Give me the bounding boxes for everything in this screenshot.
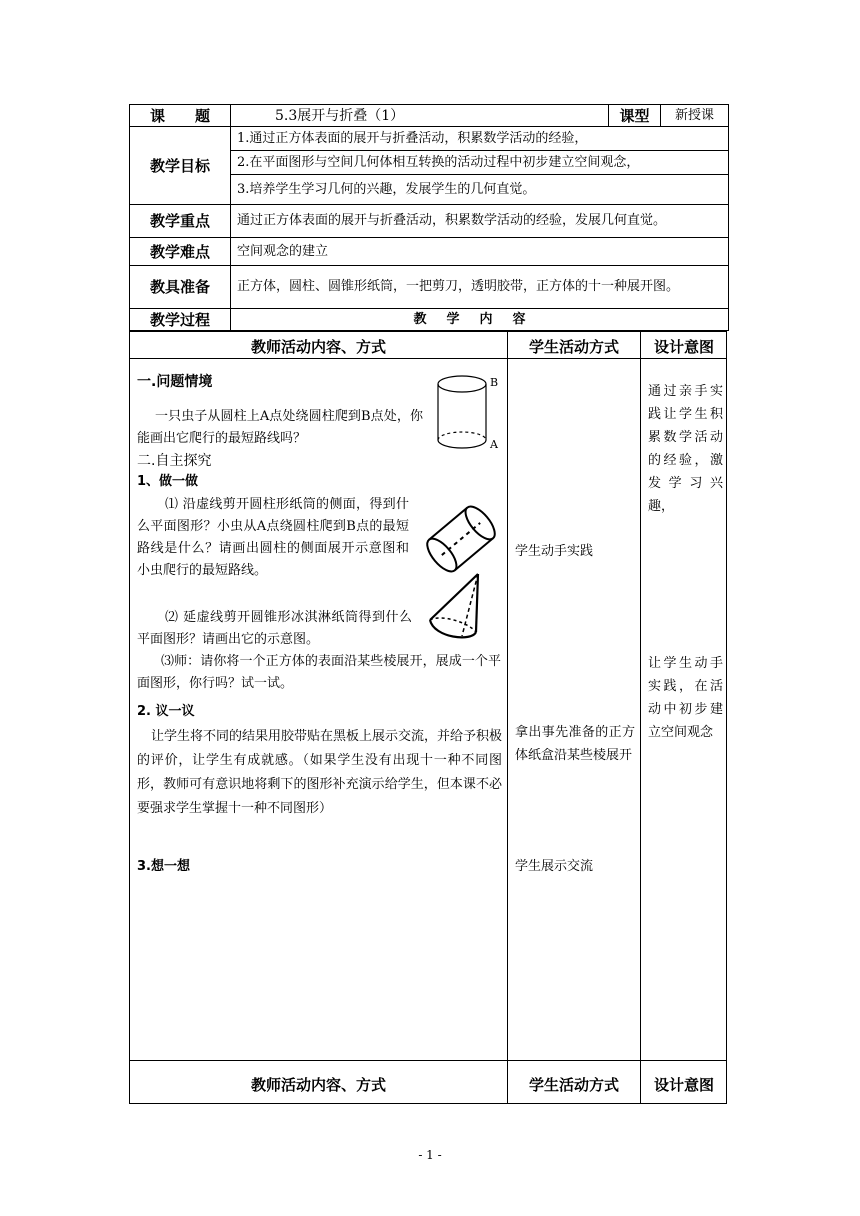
focus-label: 教学重点 (130, 205, 231, 238)
design-intent-2: 让学生动手实践，在活动中初步建立空间观念 (648, 656, 723, 740)
footer-row-divider (130, 1060, 726, 1061)
column-divider-2 (640, 332, 641, 1103)
section-2-title: 二.自主探究 (137, 453, 212, 469)
student-activity-3: 学生展示交流 (515, 859, 594, 874)
topic-label: 课 题 (130, 105, 231, 127)
page-number: - 1 - (418, 1148, 442, 1162)
type-label: 课型 (609, 105, 661, 127)
lesson-header-table (129, 104, 729, 331)
focus-value: 通过正方体表面的展开与折叠活动，积累数学活动的经验，发展几何直觉。 (231, 205, 729, 238)
tools-value: 正方体，圆柱、圆锥形纸筒，一把剪刀，透明胶带，正方体的十一种展开图。 (231, 266, 729, 309)
question-2: ⑵ 延虚线剪开圆锥形冰淇淋纸筒得到什么平面图形？请画出它的示意图。 (137, 610, 412, 647)
header-row-divider (130, 358, 726, 359)
question-3: ⑶师：请你将一个正方体的表面沿某些棱展开，展成一个平面图形，你行吗？试一试。 (137, 654, 501, 691)
goal-3: 3.培养学生学习几何的兴趣，发展学生的几何直觉。 (231, 175, 729, 205)
section-1-title: 一.问题情境 (137, 374, 213, 390)
design-intent-1: 通过亲手实践让学生积累数学活动的经验，激发学习兴趣， (648, 384, 723, 514)
type-value: 新授课 (661, 105, 729, 127)
goal-1: 1.通过正方体表面的展开与折叠活动，积累数学活动的经验， (231, 127, 729, 151)
teacher-column-header: 教师活动内容、方式 (250, 338, 386, 356)
goal-2: 2.在平面图形与空间几何体相互转换的活动过程中初步建立空间观念， (231, 151, 729, 175)
difficulty-value: 空间观念的建立 (231, 238, 729, 266)
student-activity-1: 学生动手实践 (515, 544, 594, 559)
student-column-footer: 学生活动方式 (528, 1076, 619, 1094)
question-1: ⑴ 沿虚线剪开圆柱形纸筒的侧面，得到什么平面图形？小虫从A点绕圆柱爬到B点的最短路线是什么？请画出圆柱的侧面展开示意图和小虫爬行的最短路线。 (137, 497, 409, 578)
student-column-header: 学生活动方式 (528, 338, 619, 356)
topic-value: 5.3展开与折叠（1） (231, 105, 609, 127)
column-divider-1 (507, 332, 508, 1103)
content-label: 教学内容 (231, 309, 729, 331)
difficulty-label: 教学难点 (130, 238, 231, 266)
subsection-2-title: 2. 议一议 (137, 704, 195, 719)
discussion-text: 让学生将不同的结果用胶带贴在黑板上展示交流，并给予积极的评价，让学生有成就感。（如果学生没有出现十一种不同图形，教师可有意识地将剩下的图形补充演示给学生，但本课不必要强求学生掌握十一种不同图形） (137, 729, 503, 816)
cone-figure (424, 570, 484, 646)
teacher-column-footer: 教师活动内容、方式 (250, 1076, 386, 1094)
process-label: 教学过程 (130, 309, 231, 331)
cylinder-label-a: A (490, 438, 498, 451)
design-column-footer: 设计意图 (653, 1076, 714, 1094)
cylinder-label-b: B (490, 376, 499, 389)
tilted-cylinder-figure (420, 498, 502, 580)
cylinder-figure (432, 372, 504, 456)
section-1-text: 一只虫子从圆柱上A点处绕圆柱爬到B点处，你能画出它爬行的最短路线吗？ (137, 409, 423, 446)
goals-label: 教学目标 (130, 127, 231, 205)
subsection-1-title: 1、做一做 (137, 474, 199, 489)
design-column-header: 设计意图 (653, 338, 714, 356)
student-activity-2: 拿出事先准备的正方体纸盒沿某些棱展开 (515, 725, 635, 763)
tools-label: 教具准备 (130, 266, 231, 309)
subsection-3-title: 3.想一想 (137, 859, 190, 874)
